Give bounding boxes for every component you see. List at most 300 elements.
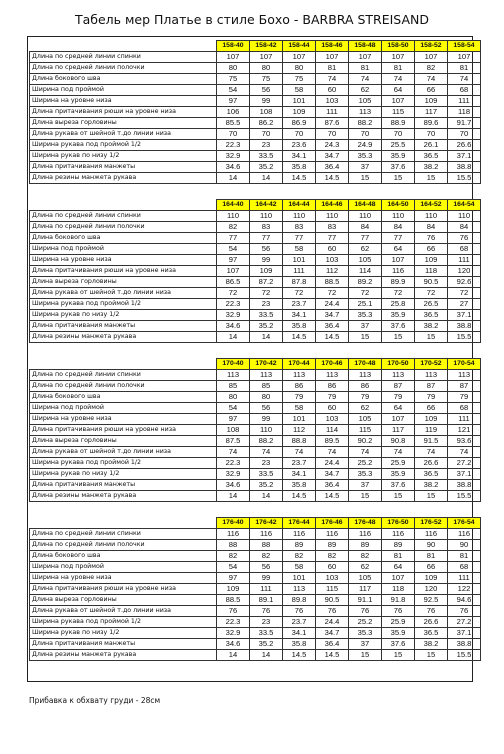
measurement-value: 117 xyxy=(415,107,448,118)
measurement-value: 24.4 xyxy=(316,458,349,469)
measurement-value: 72 xyxy=(250,288,283,299)
table-row xyxy=(30,403,481,414)
measurement-value: 70 xyxy=(448,129,481,140)
table-row xyxy=(30,162,481,173)
measurement-value: 24.9 xyxy=(349,140,382,151)
measurement-value: 89.2 xyxy=(349,277,382,288)
measurement-value: 38.8 xyxy=(448,321,481,332)
measurement-value: 62 xyxy=(349,403,382,414)
measurement-value: 60 xyxy=(316,562,349,573)
measurement-value: 25.9 xyxy=(382,617,415,628)
measurement-value: 113 xyxy=(448,370,481,381)
measurement-value: 90.2 xyxy=(349,436,382,447)
measurement-value: 110 xyxy=(415,211,448,222)
measurement-value: 91.7 xyxy=(448,118,481,129)
measurement-value: 72 xyxy=(283,288,316,299)
measurement-value: 91.8 xyxy=(382,595,415,606)
measurement-value: 97 xyxy=(217,573,250,584)
measurement-value: 14.5 xyxy=(316,650,349,661)
measurement-value: 113 xyxy=(349,107,382,118)
measurement-value: 88.2 xyxy=(250,436,283,447)
measurement-value: 84 xyxy=(382,222,415,233)
measurement-value: 120 xyxy=(415,584,448,595)
measurement-value: 88 xyxy=(217,540,250,551)
measurement-value: 72 xyxy=(415,288,448,299)
measurement-value: 111 xyxy=(448,255,481,266)
measurement-value: 37.6 xyxy=(382,321,415,332)
measurement-value: 64 xyxy=(382,562,415,573)
measurement-value: 35.8 xyxy=(283,321,316,332)
size-header-cell: 158-42 xyxy=(250,41,283,52)
measurement-value: 33.5 xyxy=(250,151,283,162)
measurement-value: 85 xyxy=(217,381,250,392)
measurement-value: 54 xyxy=(217,244,250,255)
size-header-cell: 158-54 xyxy=(448,41,481,52)
measurement-value: 122 xyxy=(448,584,481,595)
measurement-value: 89.6 xyxy=(415,118,448,129)
measurement-label: Длина притачивания рюши на уровне низа xyxy=(30,425,217,436)
measurement-value: 14 xyxy=(217,650,250,661)
size-header-cell: 164-48 xyxy=(349,200,382,211)
table-row xyxy=(30,288,481,299)
measurement-value: 79 xyxy=(382,392,415,403)
measurement-label: Длина по средней линии спинки xyxy=(30,52,217,63)
measurement-value: 14.5 xyxy=(316,173,349,184)
measurement-value: 27.2 xyxy=(448,458,481,469)
measurement-value: 14 xyxy=(217,173,250,184)
table-row xyxy=(30,414,481,425)
header-spacer xyxy=(30,200,217,211)
measurement-value: 15 xyxy=(415,650,448,661)
measurement-value: 33.5 xyxy=(250,310,283,321)
table-row xyxy=(30,63,481,74)
measurement-value: 87.6 xyxy=(316,118,349,129)
measurement-value: 82 xyxy=(217,551,250,562)
measurement-value: 103 xyxy=(316,255,349,266)
measurement-value: 86 xyxy=(283,381,316,392)
size-header-cell: 164-44 xyxy=(283,200,316,211)
measurement-value: 82 xyxy=(283,551,316,562)
measurement-value: 75 xyxy=(283,74,316,85)
table-row xyxy=(30,540,481,551)
measurement-label: Длина выреза горловины xyxy=(30,277,217,288)
measurement-label: Длина притачивания манжеты xyxy=(30,162,217,173)
measurement-label: Длина притачивания рюши на уровне низа xyxy=(30,107,217,118)
measurement-value: 36.5 xyxy=(415,469,448,480)
measurement-value: 88.5 xyxy=(316,277,349,288)
measurement-value: 116 xyxy=(415,529,448,540)
measurement-value: 111 xyxy=(448,96,481,107)
measurement-value: 15 xyxy=(415,173,448,184)
measurement-value: 23 xyxy=(250,617,283,628)
table-row xyxy=(30,529,481,540)
measurement-label: Длина по средней линии полочки xyxy=(30,222,217,233)
measurement-value: 111 xyxy=(283,266,316,277)
measurement-value: 108 xyxy=(217,425,250,436)
measurement-value: 107 xyxy=(382,96,415,107)
measurement-value: 111 xyxy=(250,584,283,595)
measurement-value: 116 xyxy=(382,529,415,540)
measurement-value: 68 xyxy=(448,244,481,255)
measurement-value: 74 xyxy=(415,74,448,85)
size-header-cell: 170-52 xyxy=(415,359,448,370)
measurement-value: 15.5 xyxy=(448,491,481,502)
size-header-cell: 170-46 xyxy=(316,359,349,370)
measurement-value: 110 xyxy=(382,211,415,222)
measurement-value: 76 xyxy=(415,233,448,244)
measurement-value: 37 xyxy=(349,162,382,173)
measurement-value: 99 xyxy=(250,414,283,425)
measurement-value: 107 xyxy=(448,52,481,63)
measurement-value: 88 xyxy=(250,540,283,551)
measurement-value: 68 xyxy=(448,403,481,414)
table-row xyxy=(30,617,481,628)
measurement-value: 115 xyxy=(316,584,349,595)
measurement-value: 83 xyxy=(283,222,316,233)
measurement-value: 89 xyxy=(316,540,349,551)
measurement-value: 90.5 xyxy=(316,595,349,606)
table-row xyxy=(30,255,481,266)
size-header-cell: 176-44 xyxy=(283,518,316,529)
size-header-cell: 176-48 xyxy=(349,518,382,529)
table-row xyxy=(30,151,481,162)
measurement-value: 105 xyxy=(349,573,382,584)
size-header-cell: 176-50 xyxy=(382,518,415,529)
measurement-value: 74 xyxy=(316,74,349,85)
measurement-label: Ширина под проймой xyxy=(30,244,217,255)
measurement-value: 81 xyxy=(316,63,349,74)
measurement-value: 107 xyxy=(250,52,283,63)
measurement-value: 58 xyxy=(283,85,316,96)
measurement-value: 74 xyxy=(250,447,283,458)
table-row xyxy=(30,266,481,277)
size-header-cell: 164-40 xyxy=(217,200,250,211)
measurement-value: 93.6 xyxy=(448,436,481,447)
measurement-value: 33.5 xyxy=(250,469,283,480)
measurement-value: 80 xyxy=(250,392,283,403)
measurement-value: 86.9 xyxy=(283,118,316,129)
measurement-label: Длина резины манжета рукава xyxy=(30,332,217,343)
measurement-value: 110 xyxy=(250,211,283,222)
measurement-label: Длина бокового шва xyxy=(30,233,217,244)
measurement-value: 89.8 xyxy=(283,595,316,606)
size-header-row xyxy=(30,41,481,52)
measurement-value: 109 xyxy=(250,266,283,277)
measurement-value: 79 xyxy=(316,392,349,403)
measurement-value: 35.8 xyxy=(283,480,316,491)
measurement-value: 15 xyxy=(382,650,415,661)
footnote: Прибавка к обхвату груди - 28см xyxy=(29,696,161,705)
measurement-value: 118 xyxy=(382,584,415,595)
measurement-label: Длина притачивания манжеты xyxy=(30,639,217,650)
size-header-cell: 158-50 xyxy=(382,41,415,52)
measurement-value: 34.7 xyxy=(316,310,349,321)
measurement-value: 116 xyxy=(448,529,481,540)
measurement-value: 116 xyxy=(283,529,316,540)
header-spacer xyxy=(30,41,217,52)
measurement-value: 38.8 xyxy=(448,162,481,173)
measurement-value: 34.7 xyxy=(316,469,349,480)
table-row xyxy=(30,52,481,63)
measurement-value: 35.9 xyxy=(382,151,415,162)
measurement-value: 35.8 xyxy=(283,162,316,173)
measurement-value: 14.5 xyxy=(283,173,316,184)
measurement-value: 94.6 xyxy=(448,595,481,606)
measurement-value: 105 xyxy=(349,255,382,266)
measurement-label: Длина бокового шва xyxy=(30,392,217,403)
measurement-value: 107 xyxy=(382,414,415,425)
table-row xyxy=(30,381,481,392)
measurement-label: Длина бокового шва xyxy=(30,551,217,562)
measurement-value: 113 xyxy=(283,584,316,595)
table-row xyxy=(30,595,481,606)
measurement-value: 15 xyxy=(382,173,415,184)
measurement-value: 15 xyxy=(349,173,382,184)
measurement-value: 85 xyxy=(250,381,283,392)
measurement-value: 38.8 xyxy=(448,639,481,650)
measurement-label: Длина по средней линии спинки xyxy=(30,211,217,222)
measurement-value: 74 xyxy=(448,447,481,458)
measurement-label: Длина по средней линии полочки xyxy=(30,381,217,392)
measurement-value: 25.5 xyxy=(382,140,415,151)
measurement-value: 107 xyxy=(382,573,415,584)
measurement-value: 23.7 xyxy=(283,299,316,310)
measurement-value: 34.7 xyxy=(316,151,349,162)
measurement-value: 109 xyxy=(283,107,316,118)
header-spacer xyxy=(30,518,217,529)
table-row xyxy=(30,469,481,480)
measurement-value: 23.7 xyxy=(283,617,316,628)
size-header-cell: 158-52 xyxy=(415,41,448,52)
measurement-value: 109 xyxy=(415,573,448,584)
measurement-value: 76 xyxy=(448,606,481,617)
measurement-value: 84 xyxy=(415,222,448,233)
measurement-value: 118 xyxy=(415,266,448,277)
measurement-value: 88.8 xyxy=(283,436,316,447)
measurement-value: 107 xyxy=(316,52,349,63)
measurement-value: 38.2 xyxy=(415,162,448,173)
measurement-label: Длина резины манжета рукава xyxy=(30,491,217,502)
measurement-value: 56 xyxy=(250,562,283,573)
measurement-value: 76 xyxy=(349,606,382,617)
measurement-value: 79 xyxy=(283,392,316,403)
measurement-value: 76 xyxy=(382,606,415,617)
measurement-value: 62 xyxy=(349,562,382,573)
measurement-value: 70 xyxy=(316,129,349,140)
size-header-cell: 158-46 xyxy=(316,41,349,52)
measurement-value: 77 xyxy=(217,233,250,244)
measurement-value: 81 xyxy=(415,551,448,562)
measurement-value: 85.5 xyxy=(217,118,250,129)
measurement-value: 114 xyxy=(316,425,349,436)
measurement-value: 26.6 xyxy=(415,617,448,628)
measurement-value: 34.1 xyxy=(283,628,316,639)
size-header-cell: 176-54 xyxy=(448,518,481,529)
measurement-value: 101 xyxy=(283,573,316,584)
measurement-value: 77 xyxy=(349,233,382,244)
measurement-label: Длина выреза горловины xyxy=(30,118,217,129)
measurement-value: 56 xyxy=(250,85,283,96)
measurement-label: Ширина на уровне низа xyxy=(30,255,217,266)
measurement-value: 72 xyxy=(382,288,415,299)
measurement-value: 91.5 xyxy=(415,436,448,447)
table-row xyxy=(30,140,481,151)
table-row xyxy=(30,332,481,343)
measurement-value: 81 xyxy=(448,551,481,562)
measurement-value: 15.5 xyxy=(448,332,481,343)
table-row xyxy=(30,233,481,244)
measurement-value: 36.4 xyxy=(316,162,349,173)
size-header-cell: 170-42 xyxy=(250,359,283,370)
measurement-label: Ширина рукав по низу 1/2 xyxy=(30,628,217,639)
measurement-value: 86 xyxy=(349,381,382,392)
measurement-value: 35.3 xyxy=(349,469,382,480)
size-header-cell: 164-52 xyxy=(415,200,448,211)
measurement-value: 107 xyxy=(382,255,415,266)
measurement-value: 83 xyxy=(250,222,283,233)
measurement-value: 103 xyxy=(316,414,349,425)
measurement-value: 56 xyxy=(250,244,283,255)
measurement-value: 25.2 xyxy=(349,458,382,469)
measurement-value: 80 xyxy=(217,63,250,74)
measurement-value: 89 xyxy=(349,540,382,551)
measurement-value: 89 xyxy=(382,540,415,551)
measurement-value: 79 xyxy=(349,392,382,403)
measurement-label: Ширина рукава под проймой 1/2 xyxy=(30,140,217,151)
measurement-value: 74 xyxy=(382,74,415,85)
table-row xyxy=(30,458,481,469)
measurement-value: 14.5 xyxy=(283,491,316,502)
measurement-value: 62 xyxy=(349,85,382,96)
measurement-value: 89 xyxy=(283,540,316,551)
measurement-label: Длина бокового шва xyxy=(30,74,217,85)
table-row xyxy=(30,606,481,617)
measurement-value: 35.3 xyxy=(349,310,382,321)
measurement-value: 37 xyxy=(349,321,382,332)
measurement-value: 74 xyxy=(448,74,481,85)
measurement-value: 110 xyxy=(250,425,283,436)
measurement-value: 25.1 xyxy=(349,299,382,310)
measurement-value: 92.5 xyxy=(415,595,448,606)
measurement-value: 90.5 xyxy=(415,277,448,288)
measurement-value: 14 xyxy=(250,650,283,661)
measurement-value: 15 xyxy=(415,332,448,343)
measurement-value: 111 xyxy=(316,107,349,118)
measurement-value: 26.5 xyxy=(415,299,448,310)
measurement-label: Длина выреза горловины xyxy=(30,436,217,447)
size-header-cell: 176-40 xyxy=(217,518,250,529)
measurement-label: Ширина под проймой xyxy=(30,85,217,96)
measurement-value: 75 xyxy=(250,74,283,85)
measurement-value: 81 xyxy=(448,63,481,74)
measurement-value: 84 xyxy=(448,222,481,233)
measurement-value: 14.5 xyxy=(283,650,316,661)
size-header-cell: 158-44 xyxy=(283,41,316,52)
size-header-cell: 170-50 xyxy=(382,359,415,370)
table-row xyxy=(30,211,481,222)
measurement-value: 35.2 xyxy=(250,639,283,650)
measurement-value: 76 xyxy=(283,606,316,617)
measurement-value: 110 xyxy=(316,211,349,222)
measurement-value: 76 xyxy=(316,606,349,617)
measurement-value: 88.9 xyxy=(382,118,415,129)
measurement-value: 35.2 xyxy=(250,480,283,491)
measurement-value: 74 xyxy=(382,447,415,458)
measurement-value: 26.6 xyxy=(448,140,481,151)
measurement-value: 97 xyxy=(217,414,250,425)
measurement-value: 37.1 xyxy=(448,628,481,639)
measurement-value: 87 xyxy=(448,381,481,392)
measurement-value: 34.6 xyxy=(217,639,250,650)
measurement-value: 33.5 xyxy=(250,628,283,639)
table-row xyxy=(30,436,481,447)
measurement-value: 70 xyxy=(283,129,316,140)
measurement-label: Ширина рукава под проймой 1/2 xyxy=(30,458,217,469)
measurement-value: 116 xyxy=(349,529,382,540)
measurement-value: 113 xyxy=(316,370,349,381)
measurement-value: 74 xyxy=(217,447,250,458)
table-row xyxy=(30,447,481,458)
measurement-value: 38.2 xyxy=(415,321,448,332)
measurement-value: 35.9 xyxy=(382,310,415,321)
measurement-value: 81 xyxy=(349,63,382,74)
size-header-cell: 158-40 xyxy=(217,41,250,52)
measurement-value: 81 xyxy=(382,551,415,562)
size-header-cell: 164-50 xyxy=(382,200,415,211)
measurement-label: Ширина рукава под проймой 1/2 xyxy=(30,617,217,628)
measurement-value: 36.5 xyxy=(415,310,448,321)
measurement-value: 99 xyxy=(250,96,283,107)
measurement-value: 76 xyxy=(415,606,448,617)
measurement-value: 107 xyxy=(349,52,382,63)
size-header-cell: 170-40 xyxy=(217,359,250,370)
measurement-value: 77 xyxy=(250,233,283,244)
measurement-value: 99 xyxy=(250,573,283,584)
measurement-value: 110 xyxy=(349,211,382,222)
table-row xyxy=(30,639,481,650)
measurement-value: 34.1 xyxy=(283,310,316,321)
measurement-value: 82 xyxy=(415,63,448,74)
measurement-value: 109 xyxy=(415,96,448,107)
measurement-value: 105 xyxy=(349,96,382,107)
measurement-value: 79 xyxy=(415,392,448,403)
measurement-label: Длина притачивания рюши на уровне низа xyxy=(30,584,217,595)
measurement-value: 110 xyxy=(217,211,250,222)
table-row xyxy=(30,74,481,85)
size-header-cell: 176-52 xyxy=(415,518,448,529)
measurement-value: 113 xyxy=(349,370,382,381)
measurement-value: 115 xyxy=(382,107,415,118)
measurement-value: 34.6 xyxy=(217,321,250,332)
table-row xyxy=(30,480,481,491)
measurement-value: 37 xyxy=(349,480,382,491)
size-table xyxy=(29,517,481,661)
measurement-value: 113 xyxy=(250,370,283,381)
table-row xyxy=(30,562,481,573)
measurement-value: 80 xyxy=(217,392,250,403)
measurement-value: 56 xyxy=(250,403,283,414)
measurement-value: 113 xyxy=(382,370,415,381)
measurement-value: 35.8 xyxy=(283,639,316,650)
measurement-label: Длина по средней линии спинки xyxy=(30,370,217,381)
size-header-cell: 158-48 xyxy=(349,41,382,52)
measurement-value: 87.5 xyxy=(217,436,250,447)
measurement-value: 84 xyxy=(349,222,382,233)
measurement-value: 109 xyxy=(415,255,448,266)
size-table xyxy=(29,40,481,184)
measurement-value: 90.8 xyxy=(382,436,415,447)
measurement-value: 14.5 xyxy=(316,332,349,343)
